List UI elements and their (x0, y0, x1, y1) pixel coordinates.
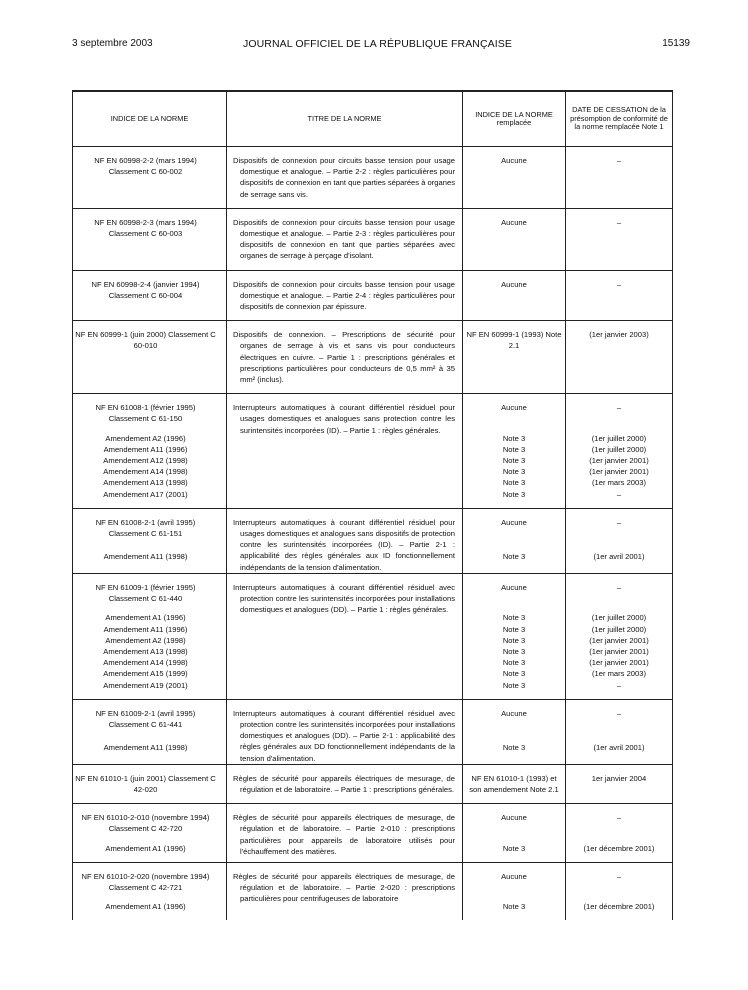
amendment-replaced: Note 3 (463, 680, 566, 700)
amendment-cessation: (1er juillet 2000) (566, 604, 673, 623)
amendment-index: Amendement A1 (1996) (73, 835, 227, 863)
cessation-date: – (566, 208, 673, 270)
norm-index: NF EN 61010-2-010 (novembre 1994) Classement C 42-720 (73, 804, 227, 835)
amendment-replaced: Note 3 (463, 466, 566, 477)
amendment-cessation: (1er janvier 2001) (566, 635, 673, 646)
cessation-date: – (566, 508, 673, 542)
amendment-index: Amendement A13 (1998) (73, 477, 227, 488)
header-replaced: INDICE DE LA NORME remplacée (463, 91, 566, 147)
norm-title-text: Interrupteurs automatiques à courant différentiel résiduel avec protection contre les surintensités incorporées pour installations domestiques et analogues (DD). – Partie 2-1 : applicabilité des règles générales aux DD fonctionnellement indépendants de la tension d'alimentation. (233, 708, 455, 763)
norm-title-text: Interrupteurs automatiques à courant différentiel résiduel avec protection contre les surintensités incorporées pour installations domestiques et analogues (DD). – Partie 1 : règles générales. (233, 582, 455, 615)
amendment-index: Amendement A2 (1998) (73, 635, 227, 646)
replaced-norm: Aucune (463, 573, 566, 604)
amendment-replaced: Note 3 (463, 425, 566, 444)
table-row (73, 270, 673, 321)
table-header-row (73, 91, 673, 147)
amendment-cessation: (1er décembre 2001) (566, 893, 673, 920)
amendment-replaced: Note 3 (463, 646, 566, 657)
norm-title-text: Dispositifs de connexion pour circuits basse tension pour usage domestique et analogue. – Partie 2-2 : règles particulières pour dispositifs de connexion en tant que parties séparées à organes de serrage sans vis. (233, 156, 455, 199)
norm-title (227, 147, 463, 209)
norm-title (227, 208, 463, 270)
norm-title-text: Dispositifs de connexion pour circuits basse tension pour usage domestique et analogue. – Partie 2-3 : règles particulières pour dispositifs de connexion en tant que parties séparées avec organes de serrage à perçage d'isolant. (233, 217, 455, 261)
replaced-norm: Aucune (463, 270, 566, 321)
replaced-norm: NF EN 61010-1 (1993) et son amendement Note 2.1 (463, 764, 566, 803)
replaced-norm: NF EN 60999-1 (1993) Note 2.1 (463, 321, 566, 394)
replaced-norm: Aucune (463, 699, 566, 733)
page-header (0, 38, 748, 52)
amendment-index: Amendement A1 (1996) (73, 893, 227, 920)
amendment-cessation: (1er janvier 2001) (566, 455, 673, 466)
amendment-replaced: Note 3 (463, 734, 566, 765)
header-cessation: DATE DE CESSATION de la présomption de conformité de la norme remplacée Note 1 (566, 91, 673, 147)
amendment-cessation: (1er décembre 2001) (566, 835, 673, 863)
norm-title-text: Interrupteurs automatiques à courant différentiel résiduel pour usages domestiques et analogues sans dispositifs de protection contre les surintensités incorporées (ID). – Partie 2-1 : applicabilité des règles générales aux ID fonctionnellement indépendants de la tension d'alimentation. (233, 517, 455, 572)
norm-title-text: Règles de sécurité pour appareils électriques de mesurage, de régulation et de laboratoire. – Partie 2-020 : prescriptions particulières pour centrifugeuses de laboratoire (233, 871, 455, 904)
norm-index: NF EN 61010-2-020 (novembre 1994) Classement C 42-721 (73, 862, 227, 893)
amendment-cessation: (1er juillet 2000) (566, 444, 673, 455)
norm-index: NF EN 60998-2-4 (janvier 1994) Classement C 60-004 (73, 270, 227, 321)
norm-index: NF EN 61009-2-1 (avril 1995) Classement C 61-441 (73, 699, 227, 733)
cessation-date: – (566, 573, 673, 604)
norm-index: NF EN 61010-1 (juin 2001) Classement C 42-020 (73, 764, 227, 803)
norm-index: NF EN 61009-1 (février 1995) Classement C 61-440 (73, 573, 227, 604)
replaced-norm: Aucune (463, 208, 566, 270)
amendment-index: Amendement A11 (1996) (73, 624, 227, 635)
norm-title-text: Règles de sécurité pour appareils électriques de mesurage, de régulation et de laboratoire. – Partie 2-010 : prescriptions particulières pour appareils de laboratoire utilisés pour l'échauffement des matières. (233, 813, 455, 856)
norm-title-text: Dispositifs de connexion. – Prescriptions de sécurité pour organes de serrage à vis et sans vis pour conducteurs électriques en cuivre. – Partie 1 : prescriptions générales et prescriptions particulières pour conducteurs de 0,5 mm² à 35 mm² (inclus). (233, 330, 455, 385)
amendment-index: Amendement A11 (1998) (73, 734, 227, 765)
norm-index: NF EN 60999-1 (juin 2000) Classement C 60-010 (73, 321, 227, 394)
cessation-date: – (566, 270, 673, 321)
amendment-replaced: Note 3 (463, 624, 566, 635)
amendment-index: Amendement A14 (1998) (73, 657, 227, 668)
amendment-index: Amendement A15 (1999) (73, 668, 227, 679)
cessation-date: – (566, 804, 673, 835)
amendment-index: Amendement A11 (1998) (73, 543, 227, 574)
norm-index: NF EN 60998-2-3 (mars 1994) Classement C 60-003 (73, 208, 227, 270)
replaced-norm: Aucune (463, 508, 566, 542)
amendment-replaced: Note 3 (463, 477, 566, 488)
table-row (73, 804, 673, 835)
journal-title: JOURNAL OFFICIEL DE LA RÉPUBLIQUE FRANÇAISE (243, 38, 512, 50)
amendment-cessation: – (566, 489, 673, 509)
replaced-norm: Aucune (463, 804, 566, 835)
amendment-index: Amendement A19 (2001) (73, 680, 227, 700)
amendment-replaced: Note 3 (463, 893, 566, 920)
cessation-date: – (566, 394, 673, 425)
replaced-norm: Aucune (463, 147, 566, 209)
norm-title-text: Interrupteurs automatiques à courant différentiel résiduel pour usages domestiques et analogues sans protection contre les surintensités incorporées (ID). – Partie 1 : règles générales. (233, 403, 455, 435)
page-number: 15139 (662, 38, 690, 49)
amendment-cessation: – (566, 680, 673, 700)
amendment-index: Amendement A17 (2001) (73, 489, 227, 509)
norm-index: NF EN 60998-2-2 (mars 1994) Classement C 60-002 (73, 147, 227, 209)
amendment-replaced: Note 3 (463, 444, 566, 455)
amendment-replaced: Note 3 (463, 455, 566, 466)
norm-title (227, 508, 463, 573)
amendment-cessation: (1er mars 2003) (566, 668, 673, 679)
header-title: TITRE DE LA NORME (227, 91, 463, 147)
cessation-date: – (566, 862, 673, 893)
amendment-cessation: (1er janvier 2001) (566, 466, 673, 477)
norm-title (227, 394, 463, 509)
amendment-replaced: Note 3 (463, 489, 566, 509)
table-row (73, 321, 673, 394)
standards-table (72, 90, 673, 920)
table-row (73, 208, 673, 270)
norm-title (227, 699, 463, 764)
amendment-replaced: Note 3 (463, 835, 566, 863)
cessation-date: – (566, 147, 673, 209)
amendment-cessation: (1er juillet 2000) (566, 425, 673, 444)
norm-title (227, 573, 463, 699)
amendment-index: Amendement A11 (1996) (73, 444, 227, 455)
cessation-date: 1er janvier 2004 (566, 764, 673, 803)
table-row (73, 508, 673, 542)
amendment-index: Amendement A2 (1996) (73, 425, 227, 444)
table-row (73, 394, 673, 425)
norm-index: NF EN 61008-1 (février 1995) Classement C 61-150 (73, 394, 227, 425)
cessation-date: (1er janvier 2003) (566, 321, 673, 394)
amendment-cessation: (1er janvier 2001) (566, 657, 673, 668)
amendment-cessation: (1er juillet 2000) (566, 624, 673, 635)
issue-date: 3 septembre 2003 (72, 38, 153, 49)
amendment-cessation: (1er avril 2001) (566, 543, 673, 574)
amendment-replaced: Note 3 (463, 668, 566, 679)
amendment-replaced: Note 3 (463, 543, 566, 574)
header-index: INDICE DE LA NORME (73, 91, 227, 147)
table-row (73, 764, 673, 803)
table-row (73, 147, 673, 209)
amendment-cessation: (1er avril 2001) (566, 734, 673, 765)
norm-title (227, 764, 463, 803)
amendment-index: Amendement A14 (1998) (73, 466, 227, 477)
amendment-replaced: Note 3 (463, 657, 566, 668)
replaced-norm: Aucune (463, 862, 566, 893)
amendment-cessation: (1er janvier 2001) (566, 646, 673, 657)
table-row (73, 862, 673, 893)
amendment-index: Amendement A13 (1998) (73, 646, 227, 657)
norm-title-text: Dispositifs de connexion pour circuits basse tension pour usage domestique et analogue. – Partie 2-4 : règles particulières pour dispositifs de connexion par épissure. (233, 279, 455, 312)
norm-index: NF EN 61008-2-1 (avril 1995) Classement C 61-151 (73, 508, 227, 542)
table-body (73, 147, 673, 921)
cessation-date: – (566, 699, 673, 733)
norm-title (227, 862, 463, 920)
table-row (73, 699, 673, 733)
amendment-cessation: (1er mars 2003) (566, 477, 673, 488)
norm-title (227, 804, 463, 863)
norm-title (227, 270, 463, 321)
norm-title-text: Règles de sécurité pour appareils électriques de mesurage, de régulation et de laboratoire. – Partie 1 : prescriptions générales. (233, 773, 455, 794)
amendment-index: Amendement A1 (1996) (73, 604, 227, 623)
amendment-index: Amendement A12 (1998) (73, 455, 227, 466)
table-row (73, 573, 673, 604)
replaced-norm: Aucune (463, 394, 566, 425)
norm-title (227, 321, 463, 394)
amendment-replaced: Note 3 (463, 635, 566, 646)
amendment-replaced: Note 3 (463, 604, 566, 623)
